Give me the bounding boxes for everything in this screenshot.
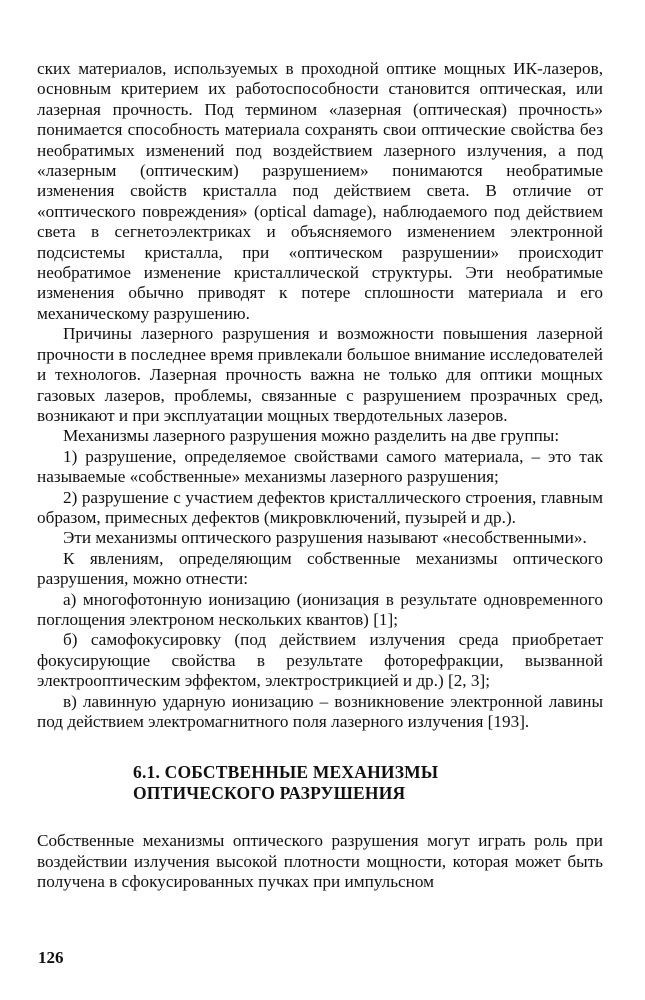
page-content bbox=[37, 59, 603, 893]
paragraph-mechanisms-intro: Механизмы лазерного разрушения можно разделить на две группы: bbox=[63, 426, 560, 446]
list-item-multiphoton: а) многофотонную ионизацию (ионизация в результате одновременного поглощения электроном нескольких квантов) [1]; bbox=[37, 589, 603, 629]
page-number: 126 bbox=[38, 948, 64, 967]
section-heading-line-1: 6.1. СОБСТВЕННЫЕ МЕХАНИЗМЫ bbox=[133, 762, 439, 783]
section-heading-line-2: ОПТИЧЕСКОГО РАЗРУШЕНИЯ bbox=[133, 783, 406, 804]
list-item-self-focusing: б) самофокусировку (под действием излучения среда приобретает фокусирующие свойства в результате фоторефракции, вызванной электрооптическим эффектом, электрострикцией и др.) [2, 3]; bbox=[37, 630, 603, 691]
paragraph-extrinsic-note: Эти механизмы оптического разрушения называют «несобственными». bbox=[63, 528, 587, 548]
list-item-defects: 2) разрушение с участием дефектов кристаллического строения, главным образом, примесных дефектов (микровключений, пузырей и др.). bbox=[37, 487, 603, 527]
list-item-avalanche: в) лавинную ударную ионизацию – возникновение электронной лавины под действием электромагнитного поля лазерного излучения [193]. bbox=[37, 691, 603, 731]
paragraph-section-start: Собственные механизмы оптического разрушения могут играть роль при воздействии излучения высокой плотности мощности, которая может быть получена в сфокусированных пучках при импульсном bbox=[37, 831, 603, 892]
paragraph-laser-strength-reasons: Причины лазерного разрушения и возможности повышения лазерной прочности в последнее время привлекали большое внимание исследователей и технологов. Лазерная прочность важна не только для оптики мощных газовых лазеров, проблемы, связанные с разрушением прозрачных сред, возникают и при эксплуатации мощных твердотельных лазеров. bbox=[37, 324, 603, 425]
paragraph-phenomena-intro: К явлениям, определяющим собственные механизмы оптического разрушения, можно отнести: bbox=[37, 548, 603, 589]
list-item-intrinsic: 1) разрушение, определяемое свойствами самого материала, – это так называемые «собственные» механизмы лазерного разрушения; bbox=[37, 446, 603, 487]
section-heading bbox=[37, 762, 603, 804]
paragraph-continuation: ских материалов, используемых в проходной оптике мощных ИК-лазеров, основным критерием их работоспособности становится оптическая, или лазерная прочность. Под термином «лазерная (оптическая) прочность» понимается способность материала сохранять свои оптические свойства без необратимых изменений под воздействием лазерного излучения, а под «лазерным (оптическим) разрушением» понимаются необратимые изменения свойств кристалла под действием света. В отличие от «оптического повреждения» (optical damage), наблюдаемого под действием света в сегнетоэлектриках и объясняемого изменением электронной подсистемы кристалла, при «оптическом разрушении» происходит необратимое изменение кристаллической структуры. Эти необратимые изменения обычно приводят к потере сплошности материала и его механическому разрушению. bbox=[37, 59, 603, 323]
